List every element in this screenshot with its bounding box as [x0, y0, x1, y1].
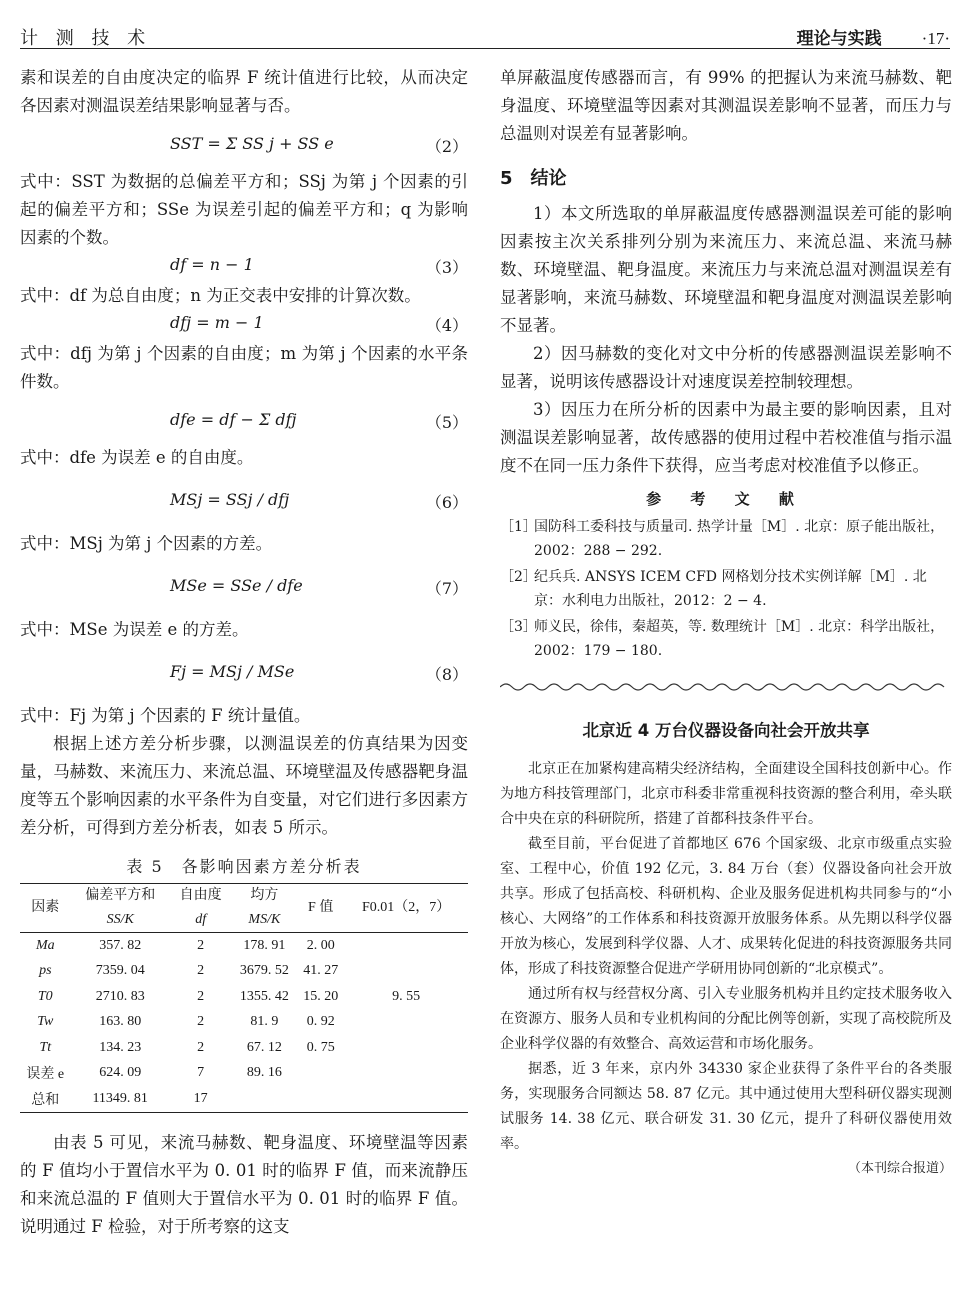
table-cell: 2 [197, 963, 205, 979]
table-row [20, 933, 468, 959]
reference-number: ［3］ [500, 619, 537, 635]
equation-7 [20, 558, 468, 616]
table-cell: 2710. 83 [95, 988, 145, 1004]
equation-5 [20, 396, 468, 444]
table-row [20, 984, 468, 1010]
header-rule [20, 48, 950, 49]
table-cell: 89. 16 [246, 1065, 282, 1081]
table-cell: Tw [37, 1014, 54, 1030]
table-header-f: F 值 [297, 884, 344, 933]
equation-2-formula: SST = Σ SS j + SS e [170, 134, 334, 153]
table-cell: 178. 91 [243, 937, 286, 953]
table-cell [344, 959, 468, 985]
table-cell: 0. 75 [306, 1039, 335, 1055]
equation-3-note: 式中：df 为总自由度；n 为正交表中安排的计算次数。 [20, 286, 421, 305]
decorative-divider [500, 681, 952, 693]
reference-item [500, 615, 952, 663]
page-number: ·17· [921, 29, 950, 48]
news-paragraph: 北京正在加紧构建高精尖经济结构，全面建设全国科技创新中心。作为地方科技管理部门，北京市科委非常重视科技资源的整合利用，牵头联合中央在京的科研院所，搭建了首都科技条件平台。 [500, 761, 952, 827]
equation-8-note: 式中：Fj 为第 j 个因素的 F 统计量值。 [20, 706, 311, 725]
table-cell [297, 1061, 344, 1087]
table-row [20, 959, 468, 985]
table-header-ms: 均方 [232, 884, 298, 909]
equation-7-note: 式中：MSe 为误差 e 的方差。 [20, 620, 249, 639]
section-name: 理论与实践 [796, 29, 882, 49]
table-cell: 7 [197, 1065, 205, 1081]
table-cell: 2 [197, 937, 205, 953]
equation-2-number: （2） [425, 137, 468, 156]
table-cell: 17 [170, 1086, 232, 1112]
table-cell [344, 1010, 468, 1036]
equation-5-note: 式中：dfe 为误差 e 的自由度。 [20, 448, 254, 467]
equation-6 [20, 472, 468, 530]
conclusion-2: 2）因马赫数的变化对文中分析的传感器测温误差影响不显著，说明该传感器设计对速度误差控制较理想。 [500, 344, 952, 391]
section-heading-conclusion: 5 结论 [500, 168, 567, 189]
reference-text: 师义民，徐伟，秦超英，等. 数理统计［M］. 北京：科学出版社，2002：179 − 180. [534, 619, 945, 659]
table-cell: 11349. 81 [71, 1086, 170, 1112]
intro-paragraph: 素和误差的自由度决定的临界 F 统计值进行比较，从而决定各因素对测温误差结果影响显著与否。 [20, 68, 468, 115]
table-cell [344, 1035, 468, 1061]
table-header-factor: 因素 [20, 884, 71, 933]
table-cell: ps [39, 963, 52, 979]
table-row [20, 1086, 468, 1112]
table-header-dof: 自由度 [170, 884, 232, 909]
news-title: 北京近 4 万台仪器设备向社会开放共享 [582, 721, 870, 740]
reference-text: 纪兵兵. ANSYS ICEM CFD 网格划分技术实例详解［M］. 北京：水利电力出版社，2012：2 − 4. [534, 569, 927, 609]
references-heading: 参 考 文 献 [646, 490, 806, 508]
table-header-ss-unit: SS/K [71, 908, 170, 933]
table-cell: 2 [197, 988, 205, 1004]
table-cell: 9. 55 [392, 988, 421, 1004]
equation-2-note: 式中：SST 为数据的总偏差平方和；SSj 为第 j 个因素的引起的偏差平方和；SSe 为误差引起的偏差平方和；q 为影响因素的个数。 [20, 172, 468, 247]
equation-8-formula: Fj = MSj / MSe [170, 662, 295, 681]
news-paragraph: 据悉，近 3 年来，京内外 34330 家企业获得了条件平台的各类服务，实现服务合同额达 58. 87 亿元。其中通过使用大型科研仪器实现测试服务 14. 38 亿元、联合研发 31. 30 亿元，提升了科研仪器使用效率。 [500, 1061, 952, 1152]
table-cell: 7359. 04 [95, 963, 145, 979]
journal-name: 计 测 技 术 [20, 28, 152, 49]
table-cell [232, 1086, 298, 1112]
equation-3-number: （3） [425, 258, 468, 277]
equation-5-formula: dfe = df − Σ dfj [170, 410, 297, 429]
equation-4-formula: dfj = m − 1 [170, 313, 264, 332]
table-cell: 3679. 52 [239, 963, 289, 979]
news-paragraph: 通过所有权与经营权分离、引入专业服务机构并且约定技术服务收入在资源方、服务人员和专业机构间的分配比例等创新，实现了高校院所及企业科学仪器的有效整合、高效运营和市场化服务。 [500, 986, 952, 1052]
equation-4 [20, 310, 468, 340]
conclusion-3: 3）因压力在所分析的因素中为最主要的影响因素，且对测温误差影响显著，故传感器的使用过程中若校准值与指示温度不在同一压力条件下获得，应当考虑对校准值予以修正。 [500, 400, 952, 475]
table-cell: T0 [37, 988, 53, 1004]
equation-8-number: （8） [425, 665, 468, 684]
table-cell: 误差 e [26, 1067, 65, 1083]
equation-7-formula: MSe = SSe / dfe [170, 576, 303, 595]
table-cell: 41. 27 [303, 963, 339, 979]
table-cell: 0. 92 [306, 1014, 335, 1030]
header-right [797, 24, 950, 49]
page-header [0, 0, 968, 50]
equation-6-formula: MSj = SSj / dfj [170, 490, 290, 509]
continued-paragraph: 单屏蔽温度传感器而言，有 99% 的把握认为来流马赫数、靶身温度、环境壁温等因素对其测温误差影响不显著，而压力与总温则对误差有显著影响。 [500, 68, 952, 143]
left-column [20, 64, 468, 1241]
table-cell [344, 933, 468, 959]
equation-3-formula: df = n − 1 [170, 255, 254, 274]
anova-table [20, 883, 468, 1113]
table-cell: Tt [39, 1039, 52, 1055]
table-cell: 67. 12 [246, 1039, 282, 1055]
equation-7-number: （7） [425, 579, 468, 598]
reference-number: ［2］ [500, 569, 537, 585]
table-header-ms-unit: MS/K [232, 908, 298, 933]
table-cell: 2 [197, 1039, 205, 1055]
table-row [20, 1061, 468, 1087]
reference-text: 国防科工委科技与质量司. 热学计量［M］. 北京：原子能出版社，2002：288 − 292. [534, 519, 945, 559]
table-cell: 134. 23 [99, 1039, 142, 1055]
table-cell: 2 [197, 1014, 205, 1030]
equation-4-number: （4） [425, 316, 468, 335]
news-source: （本刊综合报道） [847, 1161, 952, 1176]
table-header-dof-symbol: df [170, 908, 232, 933]
table-cell [344, 1086, 468, 1112]
reference-item [500, 515, 952, 563]
table-cell: 81. 9 [250, 1014, 279, 1030]
news-paragraph: 截至目前，平台促进了首都地区 676 个国家级、北京市级重点实验室、工程中心，价值 192 亿元，3. 84 万台（套）仪器设备向社会开放共享。形成了包括高校、科研机构、企业及服务促进机构共同参与的“小核心、大网络”的工作体系和科技资源开放服务体系。从先期以科学仪器开放为核心，发展到科学仪器、人才、成果转化促进的科技资源服务共同体，形成了科技资源整合促进产学研用协同创新的“北京模式”。 [500, 836, 952, 977]
equation-6-number: （6） [425, 493, 468, 512]
table-row [20, 1035, 468, 1061]
result-paragraph: 由表 5 可见，来流马赫数、靶身温度、环境壁温等因素的 F 值均小于置信水平为 0. 01 时的临界 F 值，而来流静压和来流总温的 F 值则大于置信水平为 0. 01 时的临界 F 值。说明通过 F 检验，对于所考察的这支 [20, 1132, 468, 1236]
table-row [20, 1010, 468, 1036]
equation-8 [20, 644, 468, 702]
table-cell [344, 1061, 468, 1087]
table-header-fcrit: F0.01（2，7） [344, 884, 468, 933]
reference-item [500, 565, 952, 613]
conclusion-1: 1）本文所选取的单屏蔽温度传感器测温误差可能的影响因素按主次关系排列分别为来流压力、来流总温、来流马赫数、环境壁温、靶身温度。来流压力与来流总温对测温误差有显著影响，来流马赫数、环境壁温和靶身温度对测温误差影响不显著。 [500, 204, 952, 335]
table-cell: 1355. 42 [239, 988, 289, 1004]
table-cell: 15. 20 [303, 988, 339, 1004]
method-paragraph: 根据上述方差分析步骤，以测温误差的仿真结果为因变量，马赫数、来流压力、来流总温、环境壁温及传感器靶身温度等五个影响因素的水平条件为自变量，对它们进行多因素方差分析，可得到方差分析表，如表 5 所示。 [20, 734, 468, 837]
table-cell: 624. 09 [99, 1065, 142, 1081]
table-cell: 163. 80 [99, 1014, 142, 1030]
reference-number: ［1］ [500, 519, 537, 535]
table-cell: 2. 00 [306, 937, 335, 953]
table-cell: 总和 [20, 1086, 71, 1112]
equation-4-note: 式中：dfj 为第 j 个因素的自由度；m 为第 j 个因素的水平条件数。 [20, 344, 468, 391]
table-cell: 357. 82 [99, 937, 142, 953]
equation-3 [20, 252, 468, 282]
equation-2 [20, 120, 468, 168]
table-header-ss: 偏差平方和 [71, 884, 170, 909]
right-column [500, 64, 952, 1176]
table-caption: 表 5 各影响因素方差分析表 [126, 857, 362, 876]
table-cell: Ma [35, 937, 55, 953]
table-cell [297, 1086, 344, 1112]
equation-5-number: （5） [425, 413, 468, 432]
equation-6-note: 式中：MSj 为第 j 个因素的方差。 [20, 534, 273, 553]
